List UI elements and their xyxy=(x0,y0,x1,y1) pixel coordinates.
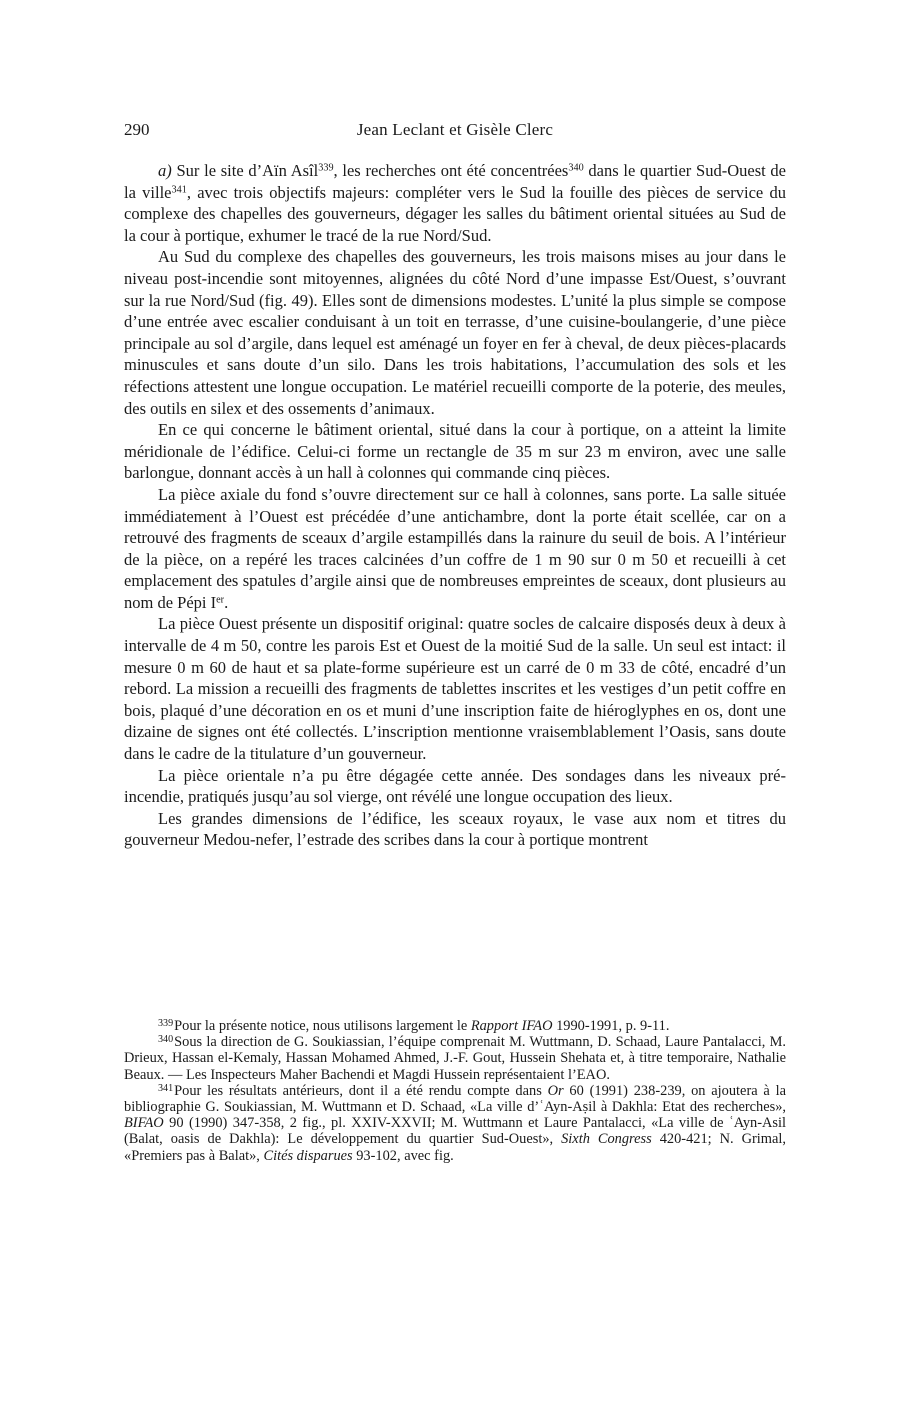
footnote-number: 341 xyxy=(158,1082,174,1094)
text-run: Pour la présente notice, nous utilisons largement le xyxy=(174,1018,471,1034)
text-run: , avec trois objectifs majeurs: compléter vers le Sud la fouille des pièces de service du complexe des chapelles des gouverneurs, dégager les salles du bâtiment oriental situées au Sud de la cour à portique, exhumer le tracé de la rue Nord/Sud. xyxy=(124,182,786,245)
italic-title: BIFAO xyxy=(124,1115,164,1132)
paragraph-2: Au Sud du complexe des chapelles des gouverneurs, les trois maisons mises au jour dans le niveau post-incendie sont mitoyennes, alignées du côté Nord d’une impasse Est/Ouest, s’ouvrant sur la rue Nord/Sud (fig. 49). Elles sont de dimensions modestes. L’unité la plus simple se compose d’une entrée avec escalier conduisant à un toit en terrasse, d’une cuisine-boulangerie, d’une pièce principale au sol d’argile, dans lequel est aménagé un foyer en fer à cheval, de deux pièces-placards minuscules et sans doute d’un silo. Dans les trois habitations, l’accumulation des sols et les réfections attestent une longue occupation. Le matériel recueilli comporte de la poterie, des meules, des outils en silex et des ossements d’animaux. xyxy=(124,247,786,418)
superscript-er: er xyxy=(216,594,225,606)
text-run: , les recherches ont été concentrées xyxy=(333,161,569,180)
footnote-ref-340: 340 xyxy=(568,162,584,174)
text-run: 93-102, avec fig. xyxy=(352,1147,454,1164)
footnotes xyxy=(124,1018,786,1164)
italic-title: Sixth Congress xyxy=(561,1131,652,1148)
paragraph-3: En ce qui concerne le bâtiment oriental, situé dans la cour à portique, on a atteint la limite méridionale de l’édifice. Celui-ci forme un rectangle de 35 m sur 23 m environ, avec une salle barlongue, donnant accès à un hall à colonnes qui commande cinq pièces. xyxy=(124,420,786,483)
text-run: Sous la direction de G. Soukiassian, l’équipe comprenait M. Wuttmann, D. Schaad, Laure Pantalacci, M. Drieux, Hassan el-Kemaly, Hassan Mohamed Ahmed, J.-F. Gout, Hussein Shehata et, à titre temporaire, Nathalie Beaux. — Les Inspecteurs Maher Bachendi et Magdi Hussein représentaient l’EAO. xyxy=(124,1034,786,1083)
text-run: dans le quartier Sud-Ouest de la ville xyxy=(124,161,786,202)
footnote-ref-339: 339 xyxy=(318,162,334,174)
page-number: 290 xyxy=(124,120,150,139)
footnote-341 xyxy=(124,1083,786,1164)
text-run: . xyxy=(224,592,229,612)
running-title: Jean Leclant et Gisèle Clerc xyxy=(356,120,554,139)
paragraph-1-lead: a) xyxy=(158,161,172,180)
text-run: Pour les résultats antérieurs, dont il a été rendu compte dans xyxy=(174,1082,548,1099)
footnote-339 xyxy=(124,1018,786,1034)
italic-title: Or xyxy=(547,1082,564,1099)
text-run: 420-421; N. Grimal, «Premiers pas à Balat», xyxy=(124,1131,786,1164)
text-run: 90 (1990) 347-358, 2 fig., pl. XXIV-XXVII; M. Wuttmann et Laure Pantalacci, «La ville de ʿAyn-Asil (Balat, oasis de Dakhla): Le développement du quartier Sud-Ouest», xyxy=(124,1115,786,1148)
text-run: 1990-1991, p. 9-11. xyxy=(552,1018,670,1034)
text-run: La pièce axiale du fond s’ouvre directement sur ce hall à colonnes, sans porte. La salle située immédiatement à l’Ouest est précédée d’une antichambre, dont la porte était scellée, car on a retrouvé des fragments de sceaux d’argile estampillés dans la rainure du seuil de bois. A l’intérieur de la pièce, on a repéré les traces calcinées d’un coffre de 1 m 90 sur 0 m 50 et recueilli à cet emplacement des spatules d’argile ainsi que de nombreuses empreintes de sceaux, dont plusieurs au nom de Pépi I xyxy=(124,484,786,612)
footnote-ref-341: 341 xyxy=(171,183,187,195)
paragraph-5: La pièce Ouest présente un dispositif original: quatre socles de calcaire disposés deux à deux à intervalle de 4 m 50, contre les parois Est et Ouest de la moitié Sud de la salle. Un seul est intact: il mesure 0 m 60 de haut et sa plate-forme supérieure est un carré de 0 m 33 de côté, encadré d’un rebord. La mission a recueilli des fragments de tablettes inscrites et les vestiges d’un petit coffre en bois, plaqué d’une décoration en os et muni d’une inscription faite de hiéroglyphes en os, dont une dizaine de signes ont été collectés. L’inscription mentionne vraisemblablement l’Oasis, sans doute dans le cadre de la titulature d’un gouverneur. xyxy=(124,614,786,764)
paragraph-1 xyxy=(124,160,786,246)
main-text xyxy=(124,160,786,851)
paragraph-6: La pièce orientale n’a pu être dégagée cette année. Des sondages dans les niveaux pré-incendie, pratiqués jusqu’au sol vierge, ont révélé une longue occupation des lieux. xyxy=(124,765,786,807)
paragraph-4 xyxy=(124,484,786,614)
italic-title: Cités disparues xyxy=(263,1147,353,1164)
paragraph-7: Les grandes dimensions de l’édifice, les sceaux royaux, le vase aux nom et titres du gouverneur Medou-nefer, l’estrade des scribes dans la cour à portique montrent xyxy=(124,808,786,850)
text-run: 60 (1991) 238-239, on ajoutera à la bibliographie G. Soukiassian, M. Wuttmann et D. Schaad, «La ville d’ʿAyn-Aṣil à Dakhla: Etat des recherches», xyxy=(124,1082,786,1116)
footnote-340 xyxy=(124,1034,786,1083)
italic-title: Rapport IFAO xyxy=(470,1018,553,1034)
footnote-number: 340 xyxy=(158,1034,174,1046)
footnote-number: 339 xyxy=(158,1017,174,1029)
running-header xyxy=(124,120,786,142)
text-run: Sur le site d’Aïn Asîl xyxy=(171,161,319,180)
